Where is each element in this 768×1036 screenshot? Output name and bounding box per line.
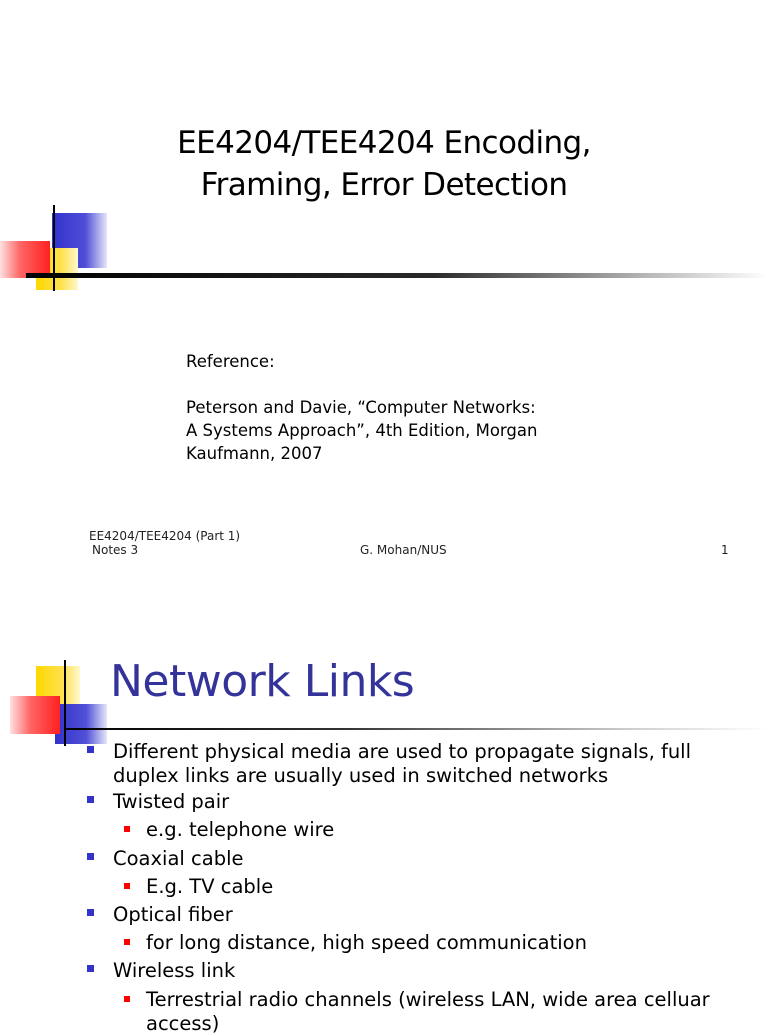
logo-vertical-line [64, 660, 66, 746]
logo-vertical-line [53, 205, 55, 291]
list-item-text: e.g. telephone wire [146, 818, 335, 841]
title-rule [26, 273, 768, 278]
bullet-square-icon [87, 796, 94, 803]
slide-2-title: Network Links [110, 656, 415, 707]
bullet-square-icon [124, 939, 130, 945]
reference-label: Reference: [186, 352, 275, 371]
title-line: Framing, Error Detection [200, 167, 568, 203]
reference-line: A Systems Approach”, 4th Edition, Morgan [186, 421, 538, 440]
bullet-square-icon [124, 996, 130, 1002]
list-item-text: Terrestrial radio channels (wireless LAN, wide area celluar [146, 988, 710, 1011]
bullet-square-icon [87, 909, 94, 916]
title-line: EE4204/TEE4204 Encoding, [177, 125, 591, 161]
list-item-text: Optical fiber [113, 903, 233, 926]
list-item-text: access) [146, 1012, 220, 1035]
footer-page-number: 1 [721, 543, 729, 557]
bullet-square-icon [124, 883, 130, 889]
list-item-text: Wireless link [113, 959, 236, 982]
list-item-text: Coaxial cable [113, 847, 244, 870]
bullet-square-icon [87, 746, 94, 753]
list-item-text: Different physical media are used to propagate signals, full [113, 740, 692, 763]
slide-1-title [0, 122, 768, 206]
reference-line: Peterson and Davie, “Computer Networks: [186, 398, 536, 417]
footer-course [89, 529, 240, 557]
footer-course-line: EE4204/TEE4204 (Part 1) [89, 529, 241, 543]
footer-course-line: Notes 3 [92, 543, 139, 557]
list-item-text: duplex links are usually used in switched networks [113, 764, 609, 787]
reference-line: Kaufmann, 2007 [186, 444, 323, 463]
bullet-square-icon [87, 853, 94, 860]
reference-block [186, 350, 686, 465]
list-item-text: E.g. TV cable [146, 875, 274, 898]
logo-red-square [10, 696, 60, 734]
list-item-text: for long distance, high speed communication [146, 931, 587, 954]
bullet-square-icon [87, 965, 94, 972]
title-rule [64, 728, 768, 730]
bullet-square-icon [124, 826, 130, 832]
logo-blue-square [55, 704, 107, 744]
footer-author: G. Mohan/NUS [360, 543, 447, 557]
list-item-text: Twisted pair [113, 790, 230, 813]
